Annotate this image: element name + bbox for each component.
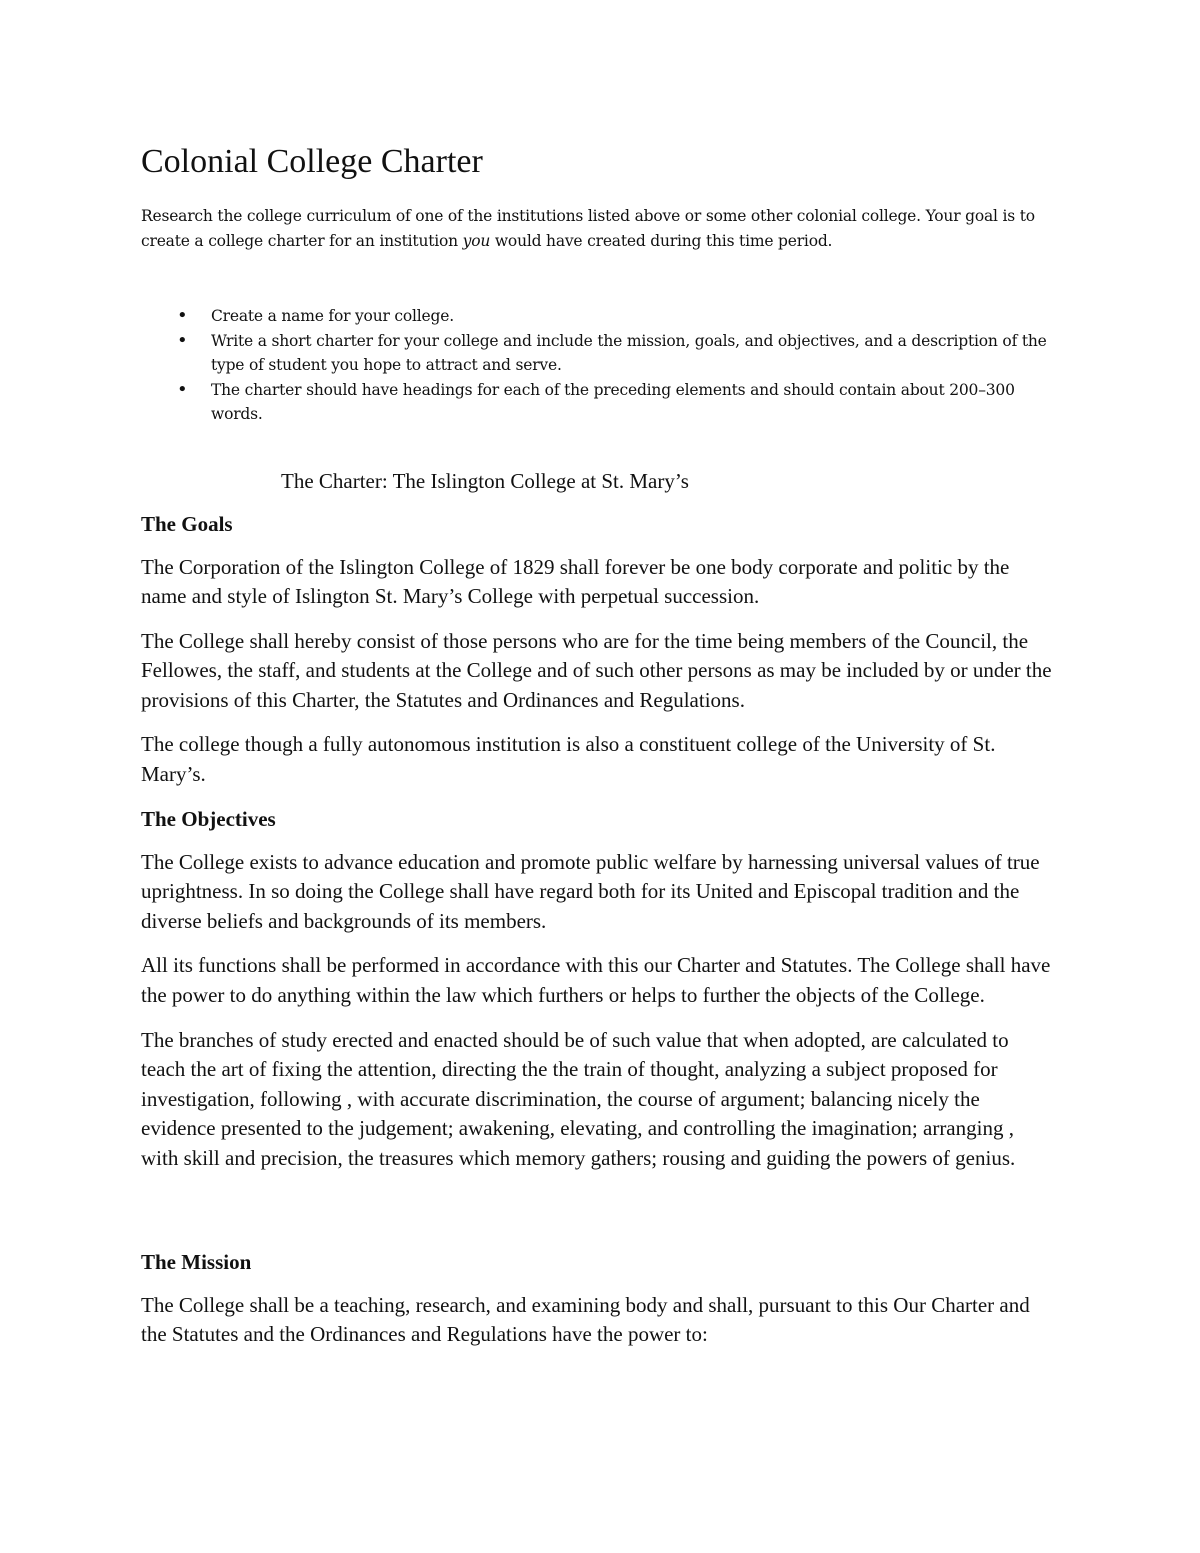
objectives-paragraph: The branches of study erected and enacted should be of such value that when adopted, are calculated to teach the art of fixing the attention, directing the the train of thought, analyzing a subject proposed for investigation, following , with accurate discrimination, the course of argument; balancing nicely the evidence presented to the judgement; awakening, elevating, and controlling the imagination; arranging , with skill and precision, the treasures which memory gathers; rousing and guiding the powers of genius.	[141, 1027, 1016, 1170]
goals-paragraph: The Corporation of the Islington College of 1829 shall forever be one body corporate and politic by the name and style of Islington St. Mary’s College with perpetual succession.	[141, 554, 1010, 609]
list-item-text: Write a short charter for your college and include the mission, goals, and objectives, and a description of the type of student you hope to attract and serve.	[211, 331, 1047, 374]
intro-emphasis: you	[462, 232, 491, 250]
document-title: Colonial College Charter	[141, 143, 483, 180]
list-item	[177, 304, 1056, 329]
goals-paragraph: The college though a fully autonomous institution is also a constituent college of the University of St. Mary’s.	[141, 732, 996, 787]
mission-heading: The Mission	[141, 1249, 252, 1274]
bullet-icon: •	[177, 329, 188, 351]
document-page	[141, 140, 1056, 1365]
goals-paragraph: The College shall hereby consist of those persons who are for the time being members of the Council, the Fellowes, the staff, and students at the College and of such other persons as may be included by or under the provisions of this Charter, the Statutes and Ordinances and Regulations.	[141, 628, 1052, 712]
intro-text-end: would have created during this time period.	[490, 232, 833, 250]
intro-text-start: Research the college curriculum of one of the institutions listed above or some other colonial college. Your goal is to create a college charter for an institution	[141, 207, 1035, 250]
list-item	[177, 378, 1056, 427]
blank-line	[141, 1189, 1056, 1233]
objectives-heading: The Objectives	[141, 806, 276, 831]
objectives-paragraph: All its functions shall be performed in accordance with this our Charter and Statutes. The College shall have the power to do anything within the law which furthers or helps to further the objects of the College.	[141, 953, 1051, 1008]
charter-title: The Charter: The Islington College at St. Mary’s	[281, 468, 689, 493]
intro-paragraph	[141, 204, 1056, 254]
list-item-text: The charter should have headings for each of the preceding elements and should contain about 200–300 words.	[211, 380, 1015, 423]
list-item-text: Create a name for your college.	[211, 307, 454, 325]
bullet-icon: •	[177, 305, 188, 326]
goals-heading: The Goals	[141, 511, 233, 536]
bullet-icon: •	[177, 378, 188, 400]
objectives-paragraph: The College exists to advance education and promote public welfare by harnessing universal values of true uprightness. In so doing the College shall have regard both for its United and Episcopal tradition and the diverse beliefs and backgrounds of its members.	[141, 849, 1040, 933]
instruction-list	[141, 304, 1056, 427]
mission-paragraph: The College shall be a teaching, research, and examining body and shall, pursuant to this Our Charter and the Statutes and the Ordinances and Regulations have the power to:	[141, 1292, 1030, 1347]
list-item	[177, 329, 1056, 378]
